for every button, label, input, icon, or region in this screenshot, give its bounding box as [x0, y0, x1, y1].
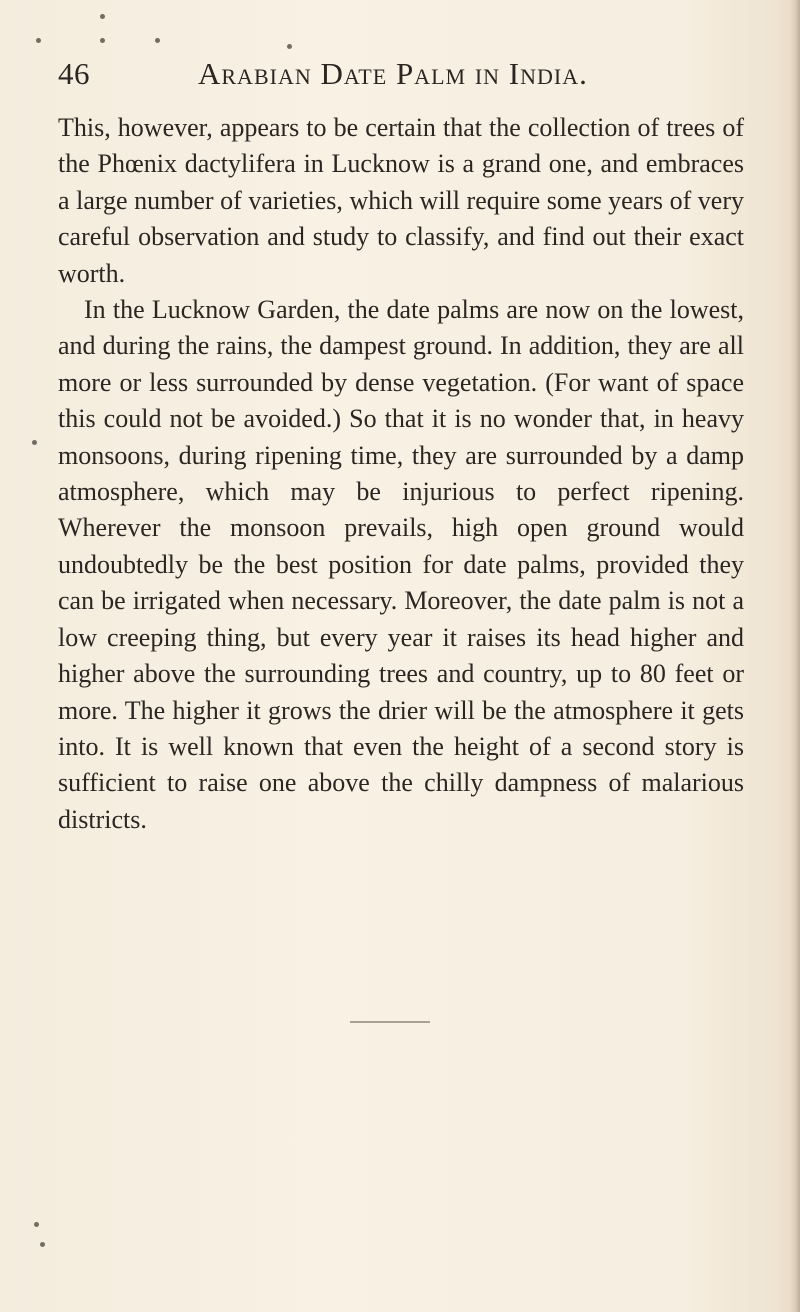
paragraph: This, however, appears to be certain that the collection of trees of the Phœnix dactylifera in Lucknow is a grand one, and embraces a large number of varieties, which will require some years of very careful observation and study to classify, and find out their exact worth. [58, 113, 744, 288]
ink-speck [36, 38, 41, 43]
paragraph: In the Lucknow Garden, the date palms are now on the lowest, and during the rains, the dampest ground. In addition, they are all more or less surrounded by dense vegetation. (For want of space this could not be avoided.) So that it is no wonder that, in heavy monsoons, during ripening time, they are surrounded by a damp atmosphere, which may be injurious to perfect ripening. Wherever the monsoon prevails, high open ground would undoubtedly be the best position for date palms, provided they can be irrigated when necessary. Moreover, the date palm is not a low creeping thing, but every year it raises its head higher and higher above the surrounding trees and country, up to 80 feet or more. The higher it grows the drier will be the atmosphere it gets into. It is well known that even the height of a second story is sufficient to raise one above the chilly dampness of malarious districts. [58, 295, 744, 834]
page-number: 46 [58, 56, 90, 91]
page-header [58, 54, 744, 94]
ink-speck [34, 1222, 39, 1227]
ink-speck [155, 38, 160, 43]
ink-speck [32, 440, 37, 445]
running-head: Arabian Date Palm in India. [198, 56, 588, 91]
ink-speck [100, 38, 105, 43]
ink-speck [40, 1242, 45, 1247]
ink-speck [287, 44, 292, 49]
section-rule [350, 1021, 430, 1023]
page-edge [790, 0, 800, 1312]
body-text [58, 110, 744, 838]
ink-speck [100, 14, 105, 19]
